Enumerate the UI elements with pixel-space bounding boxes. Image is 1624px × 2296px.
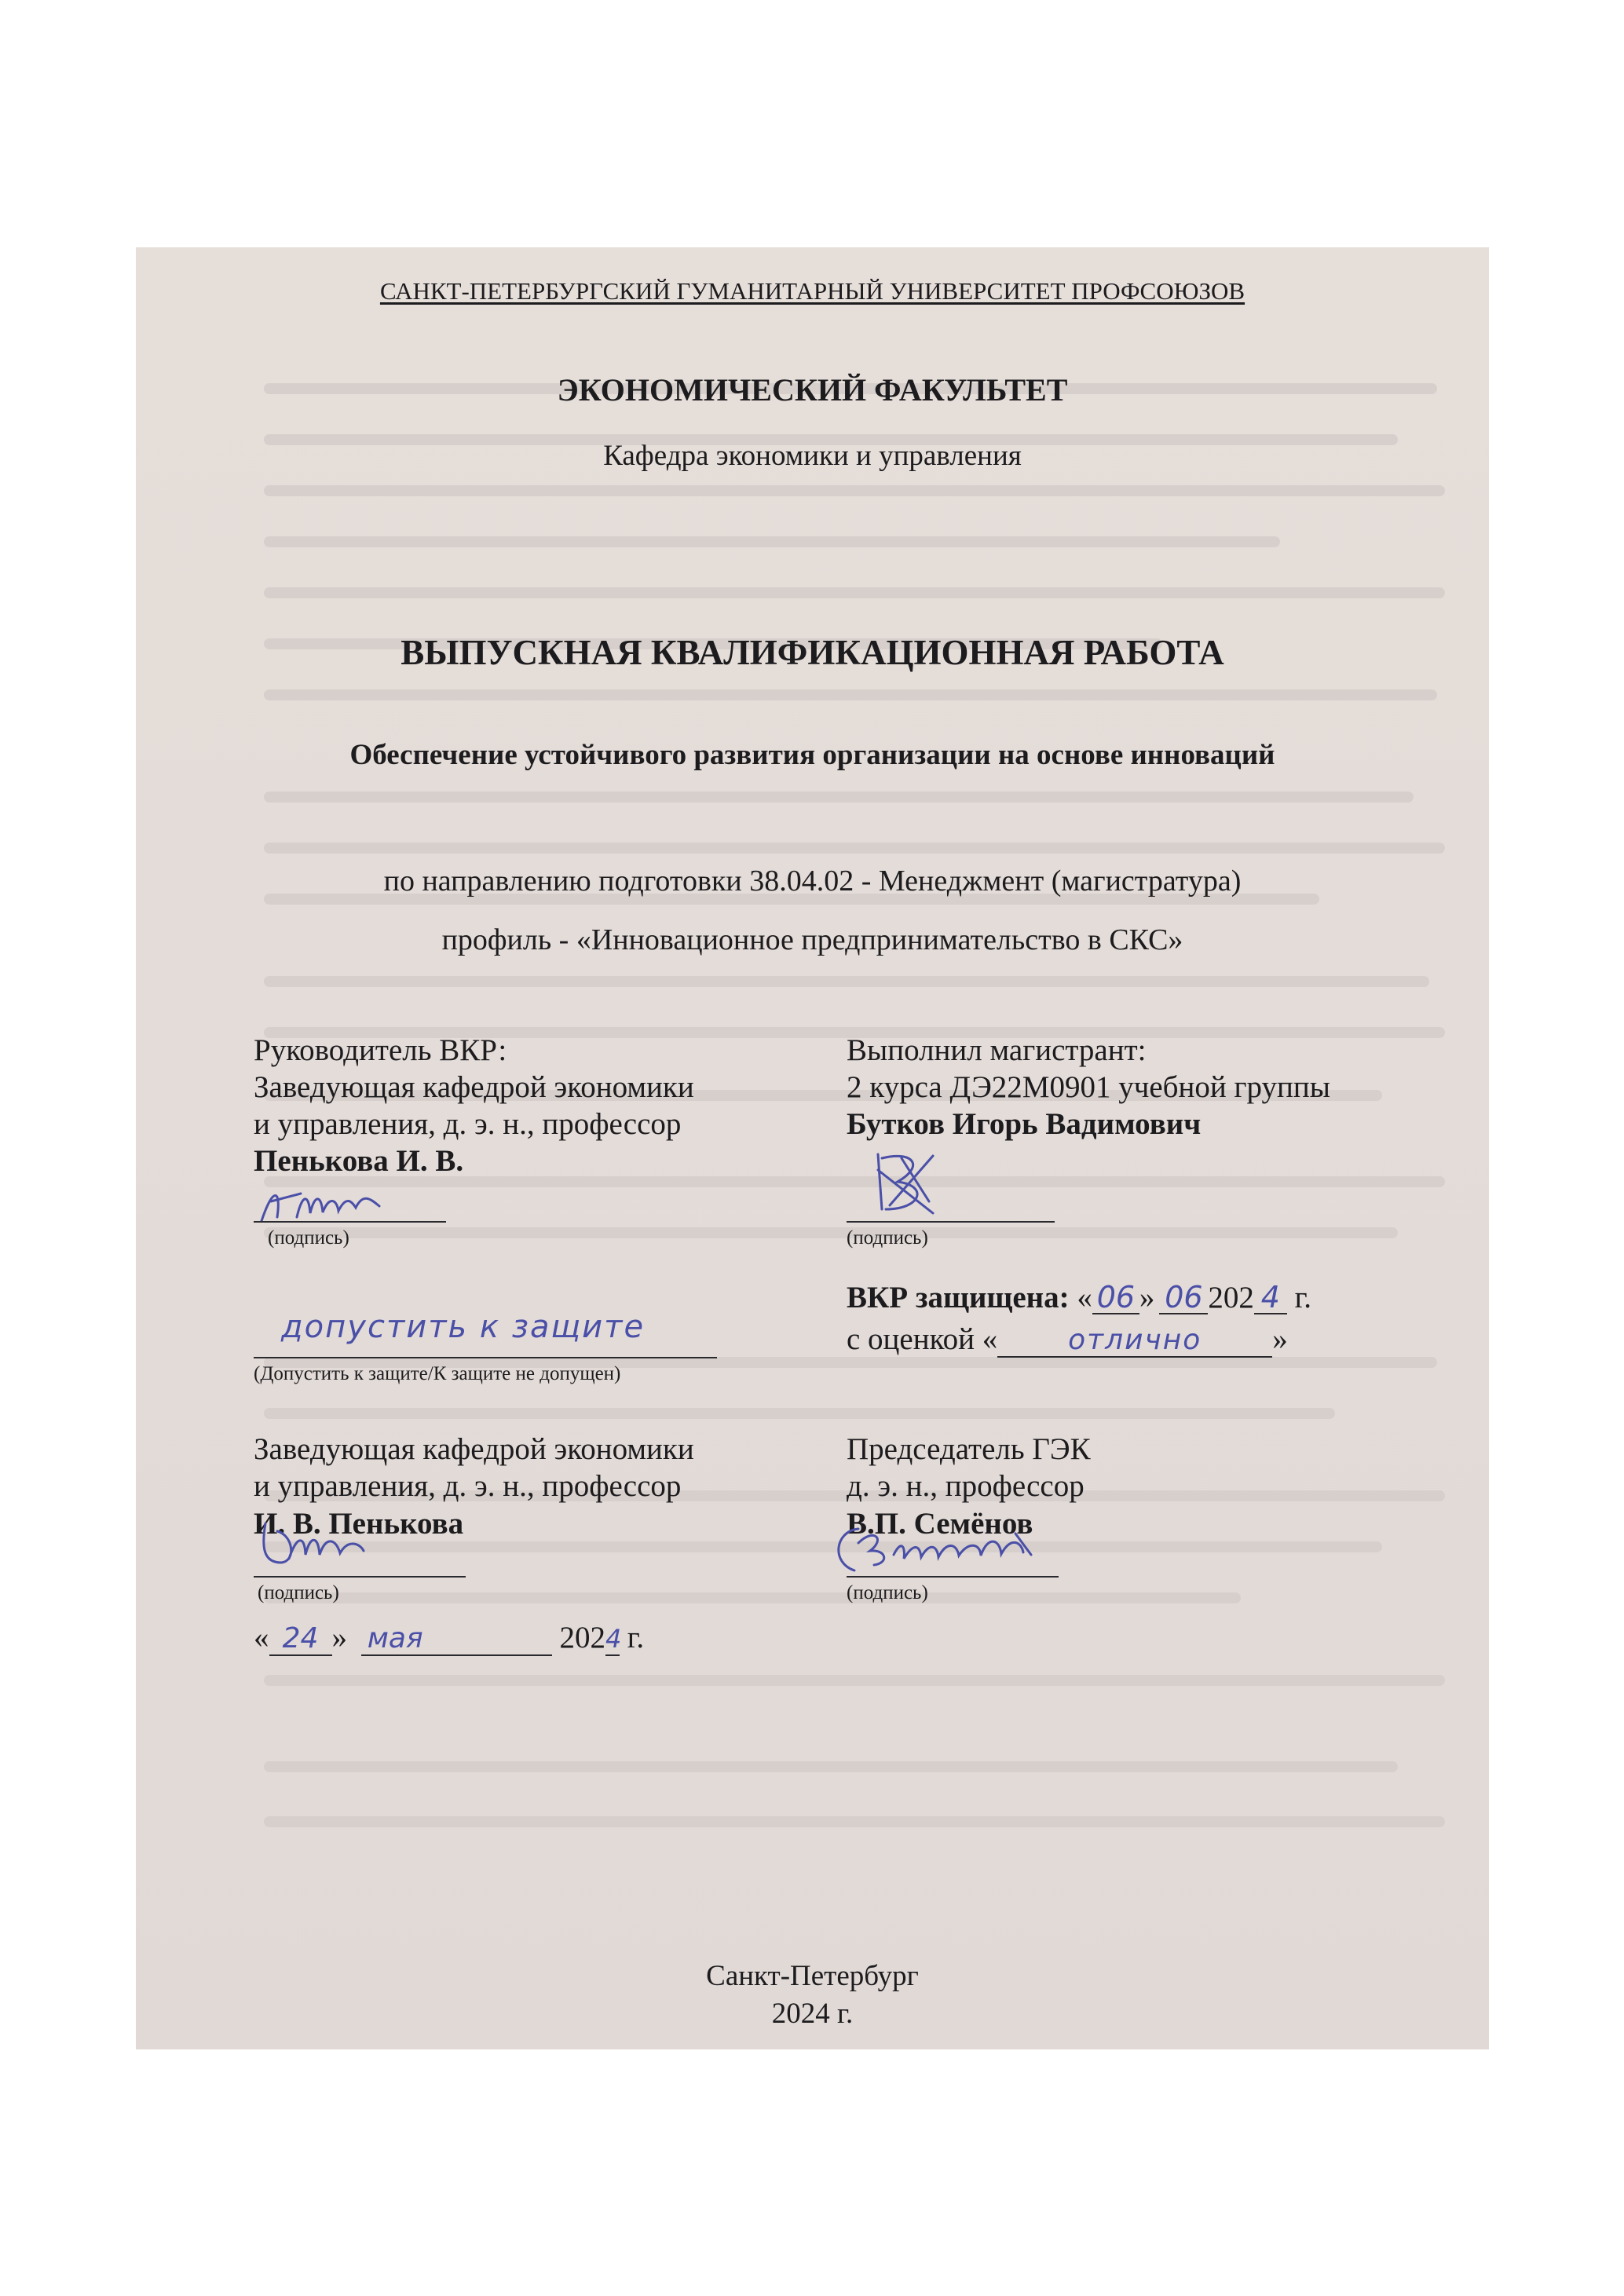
- head-position-line2: и управления, д. э. н., профессор: [254, 1469, 682, 1503]
- supervisor-signature-line: [254, 1221, 446, 1223]
- defense-year-digit: 4: [1254, 1281, 1287, 1314]
- head-signature-line: [254, 1576, 466, 1578]
- study-direction: по направлению подготовки 38.04.02 - Менеджмент (магистратура): [383, 865, 1242, 898]
- chair-signature-line: [847, 1576, 1059, 1578]
- chair-title: Председатель ГЭК: [847, 1432, 1091, 1466]
- head-signature-caption: (подпись): [258, 1582, 339, 1603]
- supervisor-name: Пенькова И. В.: [254, 1144, 464, 1178]
- supervisor-signature-caption: (подпись): [268, 1227, 349, 1249]
- head-date-row: [254, 1620, 644, 1656]
- study-profile: профиль - «Инновационное предпринимательство в СКС»: [441, 923, 1183, 956]
- head-signature: [254, 1515, 379, 1578]
- head-date-year-digit: 4: [605, 1623, 620, 1656]
- thesis-title: Обеспечение устойчивого развития организации на основе инноваций: [349, 739, 1275, 771]
- footer-year: 2024 г.: [771, 1998, 854, 2030]
- head-position-line1: Заведующая кафедрой экономики: [254, 1432, 694, 1466]
- chair-signature-caption: (подпись): [847, 1582, 928, 1603]
- head-date-month: мая: [361, 1623, 552, 1656]
- defense-day: 06: [1092, 1281, 1139, 1314]
- faculty-name: ЭКОНОМИЧЕСКИЙ ФАКУЛЬТЕТ: [557, 372, 1068, 408]
- grade-row: [847, 1322, 1288, 1358]
- defense-year-suffix: г.: [1294, 1281, 1311, 1314]
- chair-name: В.П. Семёнов: [847, 1507, 1033, 1541]
- department-name: Кафедра экономики и управления: [603, 440, 1022, 472]
- head-name: И. В. Пенькова: [254, 1507, 464, 1541]
- grade-suffix: »: [1272, 1322, 1288, 1356]
- head-date-day: 24: [269, 1623, 332, 1656]
- head-date-close-quote: »: [331, 1621, 347, 1654]
- supervisor-heading: Руководитель ВКР:: [254, 1033, 507, 1067]
- supervisor-position-line1: Заведующая кафедрой экономики: [254, 1070, 694, 1104]
- student-heading: Выполнил магистрант:: [847, 1033, 1147, 1067]
- footer-city: Санкт-Петербург: [706, 1960, 919, 1992]
- defense-close-quote: »: [1139, 1281, 1155, 1314]
- defense-open-quote: «: [1077, 1281, 1092, 1314]
- student-signature-line: [847, 1221, 1055, 1223]
- student-group: 2 курса ДЭ22М0901 учебной группы: [847, 1070, 1330, 1104]
- head-date-open-quote: «: [254, 1621, 269, 1654]
- student-signature: [866, 1146, 953, 1221]
- title-page-sheet: [136, 247, 1489, 2049]
- defense-year-prefix: 202: [1208, 1281, 1254, 1314]
- head-date-year-prefix: 202: [559, 1621, 605, 1654]
- defense-label: ВКР защищена:: [847, 1281, 1070, 1314]
- chair-degree: д. э. н., профессор: [847, 1469, 1084, 1503]
- chair-signature: [827, 1519, 1055, 1582]
- admission-caption: (Допустить к защите/К защите не допущен): [254, 1363, 621, 1384]
- admission-line: [254, 1357, 717, 1358]
- student-signature-caption: (подпись): [847, 1227, 928, 1249]
- defense-row: [847, 1280, 1311, 1315]
- university-name: САНКТ-ПЕТЕРБУРГСКИЙ ГУМАНИТАРНЫЙ УНИВЕРСИТЕТ ПРОФСОЮЗОВ: [379, 277, 1245, 305]
- head-date-year-suffix: г.: [627, 1621, 645, 1654]
- work-type-heading: ВЫПУСКНАЯ КВАЛИФИКАЦИОННАЯ РАБОТА: [401, 633, 1224, 672]
- supervisor-signature: [254, 1178, 403, 1233]
- grade-value: отлично: [997, 1325, 1272, 1358]
- grade-prefix: с оценкой «: [847, 1322, 998, 1356]
- student-name: Бутков Игорь Вадимович: [847, 1107, 1202, 1141]
- admission-handwritten: допустить к защите: [281, 1309, 646, 1345]
- supervisor-position-line2: и управления, д. э. н., профессор: [254, 1107, 682, 1141]
- defense-month: 06: [1159, 1281, 1208, 1314]
